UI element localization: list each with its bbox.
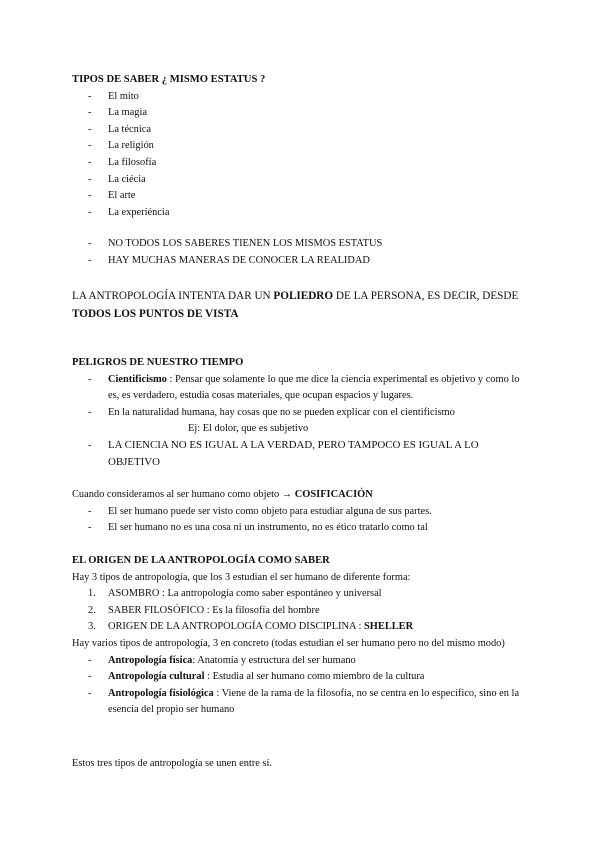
dangers-list (72, 372, 542, 422)
list-item: - En la naturalidad humana, hay cosas que no se pueden explicar con el cientificismo (72, 405, 542, 422)
list-item (72, 653, 542, 670)
list-item-bold: SHELLER (364, 621, 414, 633)
section-objectification (72, 487, 532, 537)
type-description: : Estudia al ser humano como miembro de la cultura (204, 671, 425, 683)
list-number: 3. (88, 621, 96, 633)
type-name: Antropología cultural (108, 671, 205, 683)
list-item-text: ORIGEN DE LA ANTROPOLOGÍA COMO DISCIPLINA : (108, 621, 365, 633)
list-item-text: OBJETIVO (108, 455, 161, 468)
anthropology-types-list (72, 653, 542, 719)
list-item-text: - LA CIENCIA NO ES IGUAL A LA VERDAD, PERO TAMPOCO ES IGUAL A LO (108, 438, 479, 451)
list-item: - La ciécia (72, 172, 532, 189)
statement-text: DE LA PERSONA, ES DECIR, DESDE (333, 290, 519, 302)
intro-bold: COSIFICACIÓN (294, 489, 373, 500)
list-item: - El ser humano no es una cosa ni un instrumento, no es ético tratarlo como tal (72, 520, 532, 537)
objectification-list (72, 504, 532, 537)
knowledge-list (72, 89, 532, 222)
notes-list (72, 236, 532, 269)
list-item (72, 669, 542, 686)
section-title: EL ORIGEN DE LA ANTROPOLOGÍA COMO SABER (72, 555, 330, 566)
section-origin (72, 553, 542, 719)
term-bold: Cientificismo (108, 373, 167, 385)
list-item: - El mito (72, 89, 532, 106)
term-definition-cont: es, es verdadero, estudia cosas materiales, que ocupan espacios y lugares. (108, 390, 414, 402)
type-description: : Viene de la rama de la filosofía, no se centra en lo específico, sino en la (213, 687, 520, 699)
section-title: PELIGROS DE NUESTRO TIEMPO (72, 357, 244, 368)
list-item (72, 372, 542, 405)
statement-text: LA ANTROPOLOGÍA INTENTA DAR UN (72, 290, 274, 302)
list-item: - La experiéncia (72, 205, 532, 222)
dangers-list-cont (72, 438, 542, 471)
statement-bold: POLIEDRO (273, 290, 334, 302)
term-definition: : Pensar que solamente lo que me dice la ciencia experimental es objetivo y como lo (166, 373, 520, 385)
section-notes (72, 236, 532, 269)
numbered-list (72, 586, 542, 636)
list-item: - El ser humano puede ser visto como objeto para estudiar alguna de sus partes. (72, 504, 532, 521)
list-number: 2. (88, 604, 96, 616)
list-item: - La técnica (72, 122, 532, 139)
list-item: - HAY MUCHAS MANERAS DE CONOCER LA REALIDAD (72, 253, 532, 270)
list-item-text: SABER FILOSÓFICO : Es la filosofía del hombre (108, 604, 320, 616)
list-number: 1. (88, 588, 96, 600)
section-dangers (72, 355, 542, 471)
intro-text: Hay varios tipos de antropología, 3 en concreto (todas estudian el ser humano pero no del mismo modo) (72, 637, 505, 649)
list-item-text: ASOMBRO : La antropología como saber espontáneo y universal (108, 588, 382, 600)
statement-paragraph (72, 288, 542, 323)
type-name: Antropología física (108, 654, 193, 666)
type-description: : Anatomía y estructura del ser humano (192, 654, 356, 666)
section-title: TIPOS DE SABER ¿ MISMO ESTATUS ? (72, 74, 266, 85)
list-item (72, 438, 542, 471)
list-item (72, 586, 542, 603)
closing-text: Estos tres tipos de antropología se unen entre sí. (72, 758, 272, 769)
list-item: - La magia (72, 105, 532, 122)
section-types-of-knowledge (72, 72, 532, 221)
list-item: - NO TODOS LOS SABERES TIENEN LOS MISMOS ESTATUS (72, 236, 532, 253)
list-item (72, 603, 542, 620)
intro-text: Hay 3 tipos de antropología, que los 3 estudian el ser humano de diferente forma: (72, 571, 411, 583)
list-item (72, 619, 542, 636)
list-item: - El arte (72, 188, 532, 205)
statement-bold: TODOS LOS PUNTOS DE VISTA (72, 308, 239, 320)
type-description-cont: esencia del propio ser humano (108, 704, 235, 716)
closing-paragraph (72, 756, 532, 773)
list-item (72, 686, 542, 719)
example-note: Ej: El dolor, que es subjetivo (188, 423, 309, 435)
list-item: - La filosofía (72, 155, 532, 172)
intro-text: Cuando consideramos al ser humano como objeto → (72, 489, 295, 500)
list-item: - La religión (72, 138, 532, 155)
type-name: Antropología fisiológica (108, 687, 214, 699)
